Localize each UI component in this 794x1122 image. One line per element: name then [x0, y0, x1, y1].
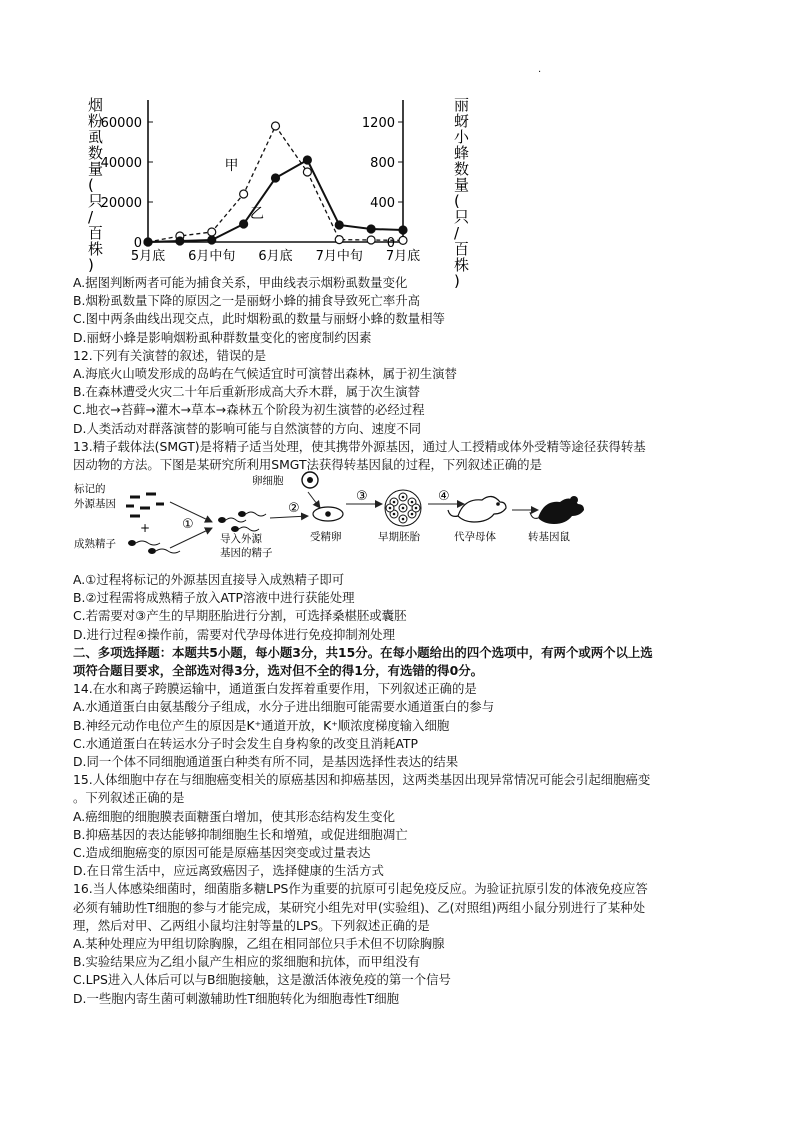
label-gene-sperm: 导入外源 [220, 533, 262, 545]
right-axis-label: 丽蚜小蜂数量(只/百株) [454, 96, 470, 290]
left-tick-label: 40000 [100, 156, 142, 171]
data-point [144, 238, 152, 246]
data-point [367, 225, 375, 233]
right-tick-label: 400 [370, 196, 395, 211]
q14-stem: 14.在水和离子跨膜运输中，通道蛋白发挥着重要作用，下列叙述正确的是 [73, 681, 477, 697]
q16-option-a: A.某种处理应为甲组切除胸腺，乙组在相同部位只手术但不切除胸腺 [73, 936, 445, 952]
section2-heading-line2: 项符合题目要求，全部选对得3分，选对但不全的得1分，有选错的得0分。 [73, 663, 483, 679]
x-tick-label: 7月中旬 [315, 249, 363, 264]
x-tick-label: 6月底 [258, 249, 293, 264]
q13-option-a: A.①过程将标记的外源基因直接导入成熟精子即可 [73, 572, 345, 587]
data-point [303, 156, 311, 164]
q15-stem-line2: 。下列叙述正确的是 [73, 790, 185, 806]
series-label-jia: 甲 [224, 158, 239, 174]
q15-stem-line1: 15.人体细胞中存在与细胞癌变相关的原癌基因和抑癌基因，这两类基因出现异常情况可能会引起细胞癌变 [73, 772, 651, 788]
series-label-yi: 乙 [250, 206, 264, 222]
label-mouse: 转基因鼠 [528, 531, 570, 543]
label-plus: + [140, 521, 151, 535]
data-point [272, 122, 280, 130]
q13-option-b: B.②过程需将成熟精子放入ATP溶液中进行获能处理 [73, 590, 355, 606]
q15-option-a: A.癌细胞的细胞膜表面糖蛋白增加，使其形态结构发生变化 [73, 808, 395, 824]
q14-option-b: B.神经元动作电位产生的原因是K⁺通道开放，K⁺顺浓度梯度输入细胞 [73, 717, 450, 733]
q11-option-a: A.据图判断两者可能为捕食关系，甲曲线表示烟粉虱数量变化 [73, 275, 408, 290]
q11-option-c: C.图中两条曲线出现交点，此时烟粉虱的数量与丽蚜小蜂的数量相等 [73, 311, 445, 327]
q16-stem-line2: 必须有辅助性T细胞的参与才能完成，某研究小组先对甲(实验组)、乙(对照组)两组小鼠分别进行了某种处 [73, 899, 646, 915]
right-tick-label: 800 [370, 156, 395, 171]
q16-option-c: C.LPS进入人体后可以与B细胞接触，这是激活体液免疫的第一个信号 [73, 972, 451, 988]
q12-option-a: A.海底火山喷发形成的岛屿在气候适宜时可演替出森林，属于初生演替 [73, 366, 457, 382]
x-tick-label: 5月底 [130, 249, 166, 264]
data-point [240, 190, 248, 198]
data-point [399, 226, 407, 234]
q14-option-c: C.水通道蛋白在转运水分子时会发生自身构象的改变且消耗ATP [73, 735, 418, 751]
series-line-yi [148, 160, 403, 242]
q12-option-b: B.在森林遭受火灾二十年后重新形成高大乔木群，属于次生演替 [73, 384, 420, 400]
q15-option-b: B.抑癌基因的表达能够抑制细胞生长和增殖，或促进细胞凋亡 [73, 826, 408, 842]
label-sperm: 成熟精子 [74, 538, 116, 550]
egg-icon [302, 472, 318, 488]
q12-option-d: D.人类活动对群落演替的影响可能与自然演替的方向、速度不同 [73, 420, 422, 436]
left-tick-label: 60000 [100, 116, 142, 131]
data-point [399, 236, 407, 244]
label-zygote: 受精卵 [310, 531, 342, 543]
data-point [367, 236, 375, 244]
q15-option-c: C.造成细胞癌变的原因可能是原癌基因突变或过量表达 [73, 845, 371, 861]
label-egg: 卵细胞 [252, 475, 284, 487]
zygote-icon [313, 507, 343, 521]
early-embryo-icon [385, 490, 421, 526]
data-point [303, 168, 311, 176]
series-line-jia [148, 126, 403, 242]
data-point [208, 236, 216, 244]
q14-option-a: A.水通道蛋白由氨基酸分子组成，水分子进出细胞可能需要水通道蛋白的参与 [73, 699, 495, 715]
right-tick-label: 0 [386, 236, 395, 251]
q12-stem: 12.下列有关演替的叙述，错误的是 [73, 347, 267, 363]
data-point [272, 174, 280, 182]
q11-option-d: D.丽蚜小蜂是影响烟粉虱种群数量变化的密度制约因素 [73, 329, 372, 345]
q13-option-d: D.进行过程④操作前，需要对代孕母体进行免疫抑制剂处理 [73, 626, 395, 642]
data-point [335, 221, 343, 229]
label-embryo: 早期胚胎 [378, 531, 420, 543]
left-tick-label: 0 [133, 236, 142, 251]
step-3-label: ③ [356, 489, 368, 504]
q16-stem-line3: 理，然后对甲、乙两组小鼠均注射等量的LPS。下列叙述正确的是 [73, 917, 430, 933]
q13-stem-line1: 13.精子载体法(SMGT)是将精子适当处理，使其携带外源基因，通过人工授精或体外受精等途径获得转基 [73, 438, 646, 454]
left-tick-label: 20000 [100, 196, 142, 211]
transgenic-mouse-icon [530, 496, 584, 524]
q16-stem-line1: 16.当人体感染细菌时，细菌脂多糖LPS作为重要的抗原可引起免疫反应。为验证抗原引发的体液免疫应答 [73, 881, 648, 897]
q11-option-b: B.烟粉虱数量下降的原因之一是丽蚜小蜂的捕食导致死亡率升高 [73, 293, 420, 309]
q13-option-c: C.若需要对③产生的早期胚胎进行分割，可选择桑椹胚或囊胚 [73, 608, 407, 624]
q14-option-d: D.同一个体不同细胞通道蛋白种类有所不同，是基因选择性表达的结果 [73, 754, 459, 770]
q11-options [73, 274, 773, 474]
x-tick-label: 6月中旬 [188, 249, 236, 264]
step-2-label: ② [288, 501, 300, 516]
section2-heading-line1: 二、多项选择题：本题共5小题，每小题3分，共15分。在每小题给出的四个选项中，有两个或两个以上选 [73, 644, 653, 660]
q15-option-d: D.在日常生活中，应远离致癌因子，选择健康的生活方式 [73, 863, 384, 879]
data-point [240, 220, 248, 228]
q16-option-d: D.一些胞内寄生菌可刺激辅助性T细胞转化为细胞毒性T细胞 [73, 990, 399, 1006]
x-tick-label: 7月底 [385, 249, 421, 264]
label-gene: 标记的 [74, 483, 106, 495]
data-point [176, 237, 184, 245]
step-1-label: ① [182, 517, 194, 532]
data-point [335, 236, 343, 244]
label-surrogate: 代孕母体 [454, 531, 496, 543]
q12-option-c: C.地衣→苔藓→灌木→草本→森林五个阶段为初生演替的必经过程 [73, 402, 425, 418]
page-mark: . [538, 64, 542, 75]
left-axis-label: 烟粉虱数量(只/百株) [88, 96, 104, 274]
surrogate-mouse-icon [448, 496, 506, 522]
q16-option-b: B.实验结果应为乙组小鼠产生相应的浆细胞和抗体，而甲组没有 [73, 954, 420, 970]
label-gene-line2: 外源基因 [74, 498, 116, 510]
gene-sperm-icons [219, 512, 267, 532]
step-4-label: ④ [438, 489, 450, 504]
q13-options-and-beyond [73, 571, 773, 1008]
q13-stem-line2: 因动物的方法。下图是某研究所利用SMGT法获得转基因鼠的过程，下列叙述正确的是 [73, 457, 542, 473]
right-tick-label: 1200 [361, 116, 395, 131]
smgt-process-diagram [70, 470, 590, 565]
gene-fragments [126, 494, 164, 516]
data-point [208, 228, 216, 236]
label-gene-sperm-line2: 基因的精子 [220, 547, 273, 559]
